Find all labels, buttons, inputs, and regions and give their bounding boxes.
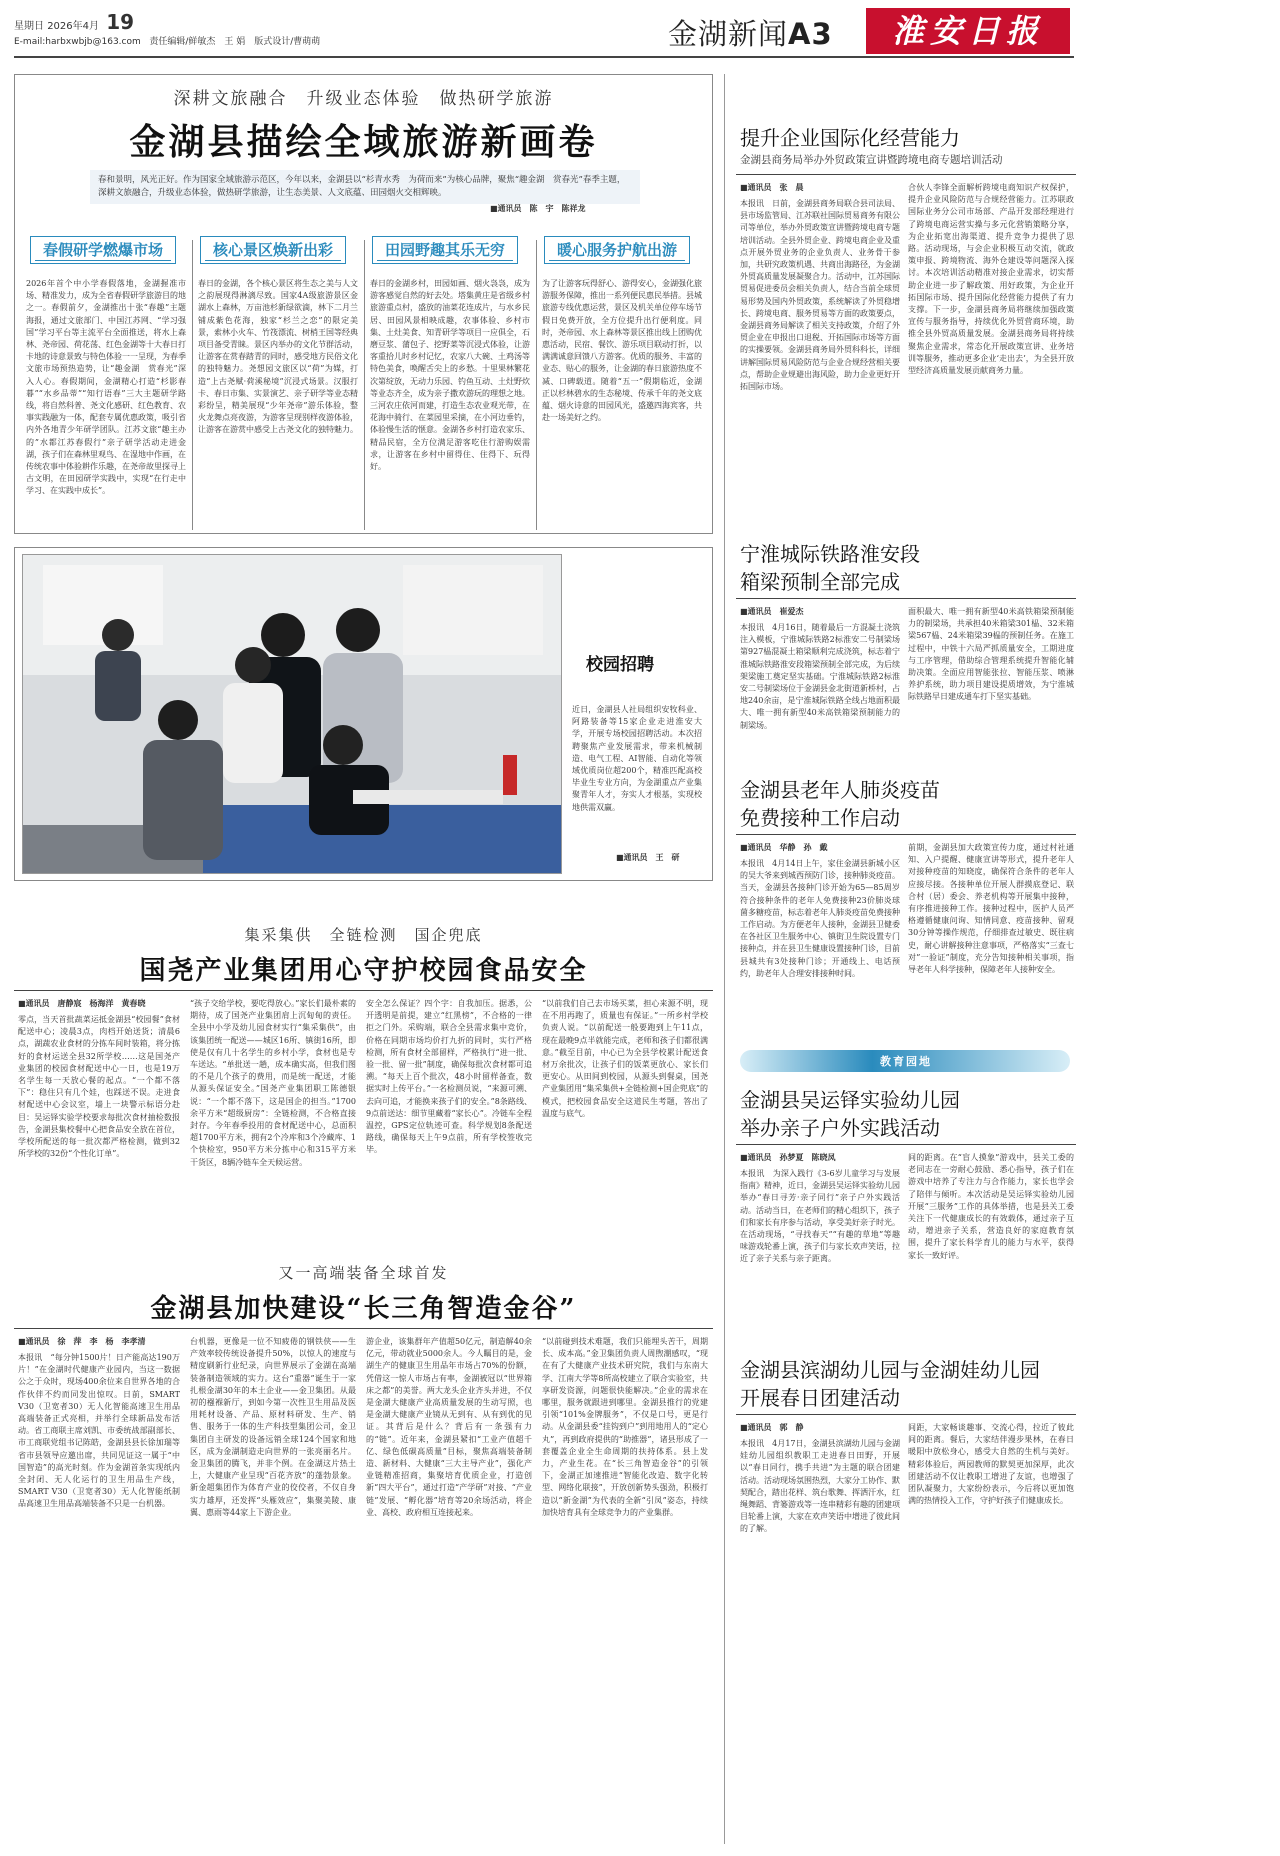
tag-core-scenic: 核心景区焕新出彩: [200, 236, 346, 264]
binhu-title-line-1: 金湖县滨湖幼儿园与金湖娃幼儿园: [740, 1358, 1040, 1382]
goldvalley-column-3: 游企业，该集群年产值超50亿元，制造解40余亿元，带动就业5000余人。今人瞩目的是，金湖生产的健康卫生用品年市场占70%的份额，凭借这一惊人市场占有率，金湖被冠以“世界箱床之都”的美誉。两大龙头企业齐头并进，不仅是金湖大健康产业高质量发展的生动写照，也是金湖大健康产业镜从无到有、从有到优的见证。其背后是什么？背后有一条强有力的“链”。近年来，金湖县紧扣“工业产值超千亿、绿色低碳高质量”目标，聚焦高端装备制造、新材料、大健康“三大主导产业”，强化产业链精准招商，集聚培育优质企业，打造创新“四大平台”，通过打造“产学研”对接、“产业链”发展、“孵化器”培育等20余场活动，将企业、高校、政府相互连接起来。: [366, 1337, 532, 1517]
feature-column-4: 为了让游客玩得舒心、游得安心，金湖强化旅游服务保障，推出一系列便民惠民举措。县城旅游专线优惠运营，景区及机关单位停车场节假日免费开放，全方位提升出行便利度。同时，尧帝园、水上森林等景区推出线上团购优惠活动，民宿、餐饮、游乐项目联动打折，以满满诚意回馈八方游客。优质的服务、丰富的业态、贴心的服务，让金湖的春日旅游热度不减、口碑载道。随着“五一”假期临近，金湖正以杉林碧水的生态秘境、传承千年的尧文底蕴、烟火诗意的田园风光，盛邀四海宾客，共赴一场美好之约。: [542, 279, 702, 423]
section-rule: [736, 598, 1076, 599]
header-date: [14, 10, 134, 34]
feature-column-3: 春日的金湖乡村，田园如画、烟火袅袅，成为游客感觉自然的好去处。塔集黄庄是省级乡村旅游重点村，盛放的油菜花连成片，与水乡民居、田园风景相映成趣，农事体验、乡村市集、土灶美食、知青研学等项目一应俱全，石磨豆浆、蒲包子、挖野菜等沉浸式体验，让游客重拾儿时乡村记忆，农家八大碗、土鸡汤等特色美食，唤醒舌尖上的乡愁。十里果林繁花次第绽放，无动力乐园、钓鱼互动、土灶野炊等业态齐全，成为亲子撒欢游玩的理想之地。三河农庄依河而建，打造生态农业观光带，在花海中骑行、在菜园里采摘，在小河边垂钓，体验慢生活的惬意。金湖各乡村打造农家乐、精品民宿，全方位满足游客吃住行游购娱需求，让游客在乡村中留得住、住得下、玩得好。: [370, 279, 530, 472]
photo-byline: ■通讯员 王 研: [616, 852, 680, 862]
feature-title: 金湖县描绘全域旅游新画卷: [129, 121, 598, 163]
school-food-byline: ■通讯员 唐静宸 杨海洋 黄春晓: [18, 998, 146, 1008]
campus-recruitment-photo: [22, 554, 562, 874]
section-rule: [736, 834, 1076, 835]
wuyunduo-byline: ■通讯员 孙梦夏 陈晓凤: [740, 1152, 836, 1162]
feature-byline: ■通讯员 陈 宇 陈祥龙: [490, 203, 586, 213]
feature-subtitle: 深耕文旅融合 升级业态体验 做热研学旅游: [173, 89, 554, 109]
header-date-text: 2026年4月: [47, 21, 99, 32]
vaccine-byline: ■通讯员 华静 孙 戴: [740, 842, 828, 852]
tag-service: 暖心服务护航出游: [544, 236, 690, 264]
tag-spring-study: 春假研学燃爆市场: [30, 236, 176, 264]
goldvalley-subtitle: 又一高端装备全球首发: [278, 1264, 449, 1282]
section-page: A3: [788, 17, 833, 51]
rail-title-line-2: 箱梁预制全部完成: [740, 570, 900, 594]
education-section-banner: [740, 1050, 1070, 1072]
wuyunduo-title-line-2: 举办亲子户外实践活动: [740, 1116, 940, 1140]
binhu-byline: ■通讯员 郭 静: [740, 1422, 804, 1432]
section-rule: [736, 1144, 1076, 1145]
binhu-title-line-2: 开展春日团建活动: [740, 1386, 900, 1410]
rail-column-2: 面积最大、唯一拥有新型40米高铁箱梁预制能力的制梁场，共承担40米箱梁301榀、32米箱梁567榀、24米箱梁39榀的预制任务。在施工过程中，中铁十六局严抓质量安全，工期进度与工序管理，借助综合管理系统提升智能化辅助决策。全面应用智能张拉、智能压浆、喷淋养护系统，助力项目建设提质增效，为宁淮城际铁路早日建成通车打下坚实基础。: [908, 607, 1074, 702]
school-food-subtitle: 集采集供 全链检测 国企兜底: [244, 926, 483, 944]
photo-caption: 近日，金湖县人社局组织安牧科业、阿路装备等15家企业走进淮安大学，开展专场校园招聘活动。本次招聘聚焦产业发展需求，带来机械制造、电气工程、AI智能、自动化等领域优质岗位超200个，精准匹配高校毕业生专业方向，为金湖重点产业集聚青年人才，夯实人才根基，实现校地供需双赢。: [572, 705, 702, 812]
goldvalley-byline: ■通讯员 徐 萍 李 杨 李孝清: [18, 1336, 146, 1346]
header-email: E-mail:harbxwbjb@163.com: [14, 37, 141, 47]
column-divider: [192, 240, 193, 530]
page-number: 19: [106, 10, 135, 34]
vaccine-title-line-2: 免费接种工作启动: [740, 806, 900, 830]
header-email-line: [14, 34, 320, 47]
header-day: 星期日: [14, 21, 44, 32]
vaccine-column-2: 前期，金湖县加大政策宣传力度，通过村社通知、入户提醒、健康宣讲等形式，提升老年人对接种疫苗的知晓度，确保符合条件的老年人应接尽接。各接种单位开展人群摸底登记、联合村（居）委会、养老机构等开展集中接种，有序推进接种工作。接种过程中，医护人员严格遵循健康问询、知情同意、疫苗接种、留观30分钟等操作规范，仔细排查过敏史、既往病史，耐心讲解接种注意事项，严格落实“三查七对”一验证”制度，充分告知接种相关事项，指导老年人科学接种，保障老年人接种安全。: [908, 843, 1074, 975]
section-title: [668, 12, 833, 53]
feature-column-2: 春日的金湖，各个核心景区将生态之美与人文之韵展现得淋漓尽致。国家4A级旅游景区金湖水上森林，万亩池杉新绿欲滴，林下二月兰铺成紫色花海，独家“杉兰之恋”的限定美景，索林小火车、竹筏漂流、树梢王国等经典项目备受青睐。景区内举办的文化节群活动，让游客在赏春踏青的同时，感受地方民俗文化的独特魅力。尧想园文旅区以“荷”为媒，打造“上古尧赋·荷溪秘境”沉浸式场景。汉服打卡、春日市集、实景演艺、亲子研学等业态精彩纷呈，精美展现“少年尧帝”游乐体验，整火龙舞点亮夜游，为游客呈现别样夜游体验，让游客在游赏中感受上古尧文化的独特魅力。: [198, 279, 358, 435]
intl-column-1: 本报讯 日前，金湖县商务局联合县司法局、县市场监管局、江苏联社国际贸易商务有限公司等单位，举办外贸政策宣讲暨跨境电商专题培训活动。全县外贸企业、跨境电商企业及重点开展外贸业务的企业负责人、业务骨干参加，共研究政策机遇、共商出海路径，为金湖外贸高质量发展凝聚合力。活动中，江苏国际贸易促进委员会相关负责人，结合当前全球贸易形势及国内外贸政策，系统解读了外贸稳增长、跨境电商、服务贸易等方面的政策要点，金湖县商务局解读了相关支持政策，介绍了外贸企业在申报出口退税、开拓国际市场等方面的实操要领。金湖县商务局外贸科科长，详细讲解国际贸易风险防范与企业合规经营相关要点，帮助企业规避出海风险，助力企业更好开拓国际市场。: [740, 199, 900, 392]
masthead-logo: 淮安日报: [866, 8, 1070, 54]
section-rule: [736, 1414, 1076, 1415]
feature-column-1: 2026年首个中小学春假落地，金湖握准市场、精准发力，成为全省春假研学旅游目的地之一。春假前夕，金湖推出十张“春趣”主题海报，通过文旅部门、中国江苏网、“学习强国”学习平台等主流平台全面推送，将水上森林、尧帝园、荷花荡、红色金湖等十大春日打卡地的诗意景致与特色体验一一呈现，为春季文旅市场预热造势，让“趣金湖 赏春光”深入人心。春假期间，金湖精心打造“杉影春暮”“水乡品蒂”“知行语春”三大主题研学路线，将自然科普、尧文化感研、红色教育、农事实践融为一体，配套专属优惠政策，吸引省内外各地青少年研学团队。江苏文旅“趣主办的”水都江苏春假行”亲子研学活动走进金湖，孩子们在森林里观鸟、在湿地中作画，在传统农事中体验耕作乐趣，在尧帝故里探寻上古文明，在田园研学实践中，实现“在行走中学习、在实践中成长”。: [26, 279, 186, 496]
photo-side-title: 校园招聘: [586, 655, 654, 675]
vaccine-column-1: 本报讯 4月14日上午，家住金湖县新城小区的吴大爷来到城西预防门诊，接种肺炎疫苗。当天，金湖县各接种门诊开始为65—85周岁符合接种条件的老年人免费接种23价肺炎球菌多糖疫苗，标志着老年人肺炎疫苗免费接种工作启动。为方便老年人接种，金湖县卫健委在各社区卫生服务中心、镇街卫生院设置专门接种点，并在县卫生健康设置接种门诊，目前县城共有3处接种门诊；开通线上、电话预约，助老年人合理安排接种时间。: [740, 859, 900, 978]
header-editors: 责任编辑/鲜敏杰 王 娟 版式设计/曹萌萌: [149, 37, 321, 47]
section-rule: [14, 1328, 713, 1329]
goldvalley-column-1: 本报讯 “每分钟1500片！日产能高达190万片！”在金湖时代健康产业园内，当这一数据公之于众时，现场400余位来自世界各地的合作伙伴不约而同发出惊叹。日前，SMART V30（卫宽者30）无人化智能高速卫生用品高端装备正式亮相，并举行全球新品发布活动。省工商联主席刘凯、市委统战部副部长、市工商联党组书记陈皓，金湖县县长徐加瑞等省市县领导应邀出席，共同见证这一属于“中国智造”的高光时刻。作为金湖首条实现纸内全封闭、无人化运行的卫生用品生产线，SMART V30（卫宽者30）无人化智能纸制品高速卫生用品高端装备不只是一台机器。: [18, 1353, 180, 1509]
rail-column-1: 本报讯 4月16日，随着最后一方混凝土浇筑注入模板，宁淮城际铁路2标淮安二号制梁场第927榀混凝土箱梁顺利完成浇筑，标志着宁淮城际铁路淮安段箱梁预制全部完成，为后续架梁施工奠定坚实基础。宁淮城际铁路2标淮安二号制梁场位于金湖县金北街道新桥村，占地240余亩，是宁淮城际铁路全线占地面积最大、唯一拥有新型40米高铁箱梁预制能力的制梁场。: [740, 623, 900, 730]
education-banner-label: 教育园地: [880, 1055, 932, 1068]
goldvalley-column-4: “以前碰到技术难题，我们只能埋头苦干，周期长、成本高。”金卫集团负责人周煦潮感叹，“现在有了大健康产业技术研究院，我们与东南大学、江南大学等8所高校建立了联合实验室，共享研发资源，问题很快能解决。”企业的需求在哪里，服务就跟进到哪里。金湖县推行的党建引领“101%金牌服务”，不仅是口号，更是行动。从金湖县委“挂钩到户”到用地用人的“定心丸”，再到政府提供的“助推器”，诸县形成了一套覆盖企业全生命周期的扶持体系。县上发力，产业生花。在“长三角智造金谷”的引领下，金湖正加速推进“智能化改造、数字化转型、网络化联接”，开放创新势头强劲，积极打造以“新金湖”为代表的全新“引凤”姿态，持续加快培育具有全球竞争力的产业集群。: [542, 1337, 708, 1517]
intl-title: 提升企业国际化经营能力: [740, 126, 960, 150]
wuyunduo-column-1: 本报讯 为深入践行《3-6岁儿童学习与发展指南》精神，近日，金湖县吴运铎实验幼儿园举办“春日寻芳·亲子同行”亲子户外实践活动。活动当日，在老师们的精心组织下，孩子们和家长有序参与活动，享受美好亲子时光。在活动现场，“寻找春天”“有趣的草地”等趣味游戏轮番上演，孩子们与家长欢声笑语，拉近了亲子关系与亲子距离。: [740, 1169, 900, 1264]
goldvalley-column-2: 台机器，更像是一位不知疲倦的钢铁侠——生产效率较传统设备提升50%，以惊人的速度与精度刷新行业纪录，向世界展示了金湖在高端装备制造领域的实力。这台“重器”诞生于一家扎根金湖30年的本土企业——金卫集团。从最初的襁褓新厅，到如今第一次性卫生用品及医用耗材设备、产品、原材料研发、生产、销售、服务于一体的生产科技型集团公司，金卫集团自主研发的设备远销全球124个国家和地区，成为金湖制造走向世界的一张亮丽名片。金卫集团的腾飞，并非个例。在金湖这片热土上，大健康产业呈现“百花齐放”的蓬勃景象。新金超集团作为体育产业的佼佼者，不仅自身实力雄厚，还发挥“头雁效应”，集聚美陵、康翼、惠雨等44家上下游企业。: [190, 1337, 356, 1517]
section-rule: [736, 174, 1076, 175]
rail-byline: ■通讯员 崔爱杰: [740, 606, 804, 616]
school-food-column-3: 安全怎么保证？四个字：自我加压。据悉，公开透明是前提，建立“红黑榜”，不合格的一律拒之门外。采购端，联合全县需求集中竞价，价格在同期市场均价打九折的同时，实行严格检测，所有食材全部留样，严格执行“进一批、验一批、留一批”制度，确保每批次食材都可追溯。“每天上百个批次，48小时留样备查，数据实时上传平台。”一名检测员说，“来源可溯、去向可追，才能换来孩子们的安全。”8条路线、9点前送达：细节里藏着“家长心”。冷链车全程温控，GPS定位轨迹可查。科学规划8条配送路线，确保每天上午9点前，所有学校签收完毕。: [366, 999, 532, 1155]
column-divider: [536, 240, 537, 530]
section-rule: [14, 990, 713, 991]
rail-title-line-1: 宁淮城际铁路淮安段: [740, 542, 920, 566]
school-food-column-1: 零点，当天首批蔬菜运抵金湖县“校园餐”食材配送中心；凌晨3点，肉档开始送货；清晨6点，湖蔬农业食材的分拣车间时装箱，将分拣好的食材运送全县32所学校……这是国尧产业集团的校园食材配送中心一日，也是19万名学生每一天放心餐的起点。“一个都不落下”：稳住只有几个娃，也踩送不误。走进食材配送中心会议室，墙上一块警示标语分赴目：吴运铎实验学校要求每批次食材抽检数报告，金湖县集校餐中心把食品安全放在首位，学校所配送的每一批次都严格检测，做到32所学校的32份“个性化订单”。: [18, 1015, 180, 1159]
section-name: 金湖新闻: [668, 17, 789, 51]
vaccine-title-line-1: 金湖县老年人肺炎疫苗: [740, 778, 940, 802]
school-food-column-2: “孩子交给学校，要吃得放心。”家长们最朴素的期待，成了国尧产业集团肩上沉甸甸的责任。全县中小学及幼儿园食材实行“集采集供”，由该集团统一配送——城区16所、镇街16所，即使是仅有几十名学生的乡村小学，食材也是专车送达。“单批送一趟，成本确实高，但我们图的不是几个孩子的费用，而是统一配送，才能从源头保证安全。”国尧产业集团职工陈德银说：“一个都不落下，这是国企的担当。”1700余平方米“超级厨房”：全链检测，不合格直接封存。今年春季投用的食材配送中心，总面积超1700平方米，拥有2个冷库和3个冷藏库、1个快检室，950平方米分拣中心和315平方米干货区，8辆冷链车全天候运营。: [190, 999, 356, 1167]
header-rule: [14, 56, 1074, 58]
school-food-title: 国尧产业集团用心守护校园食品安全: [139, 956, 588, 986]
goldvalley-title: 金湖县加快建设“长三角智造金谷”: [150, 1294, 577, 1324]
wuyunduo-title-line-1: 金湖县吴运铎实验幼儿园: [740, 1088, 960, 1112]
page-column-divider: [724, 74, 725, 1844]
intl-byline: ■通讯员 张 晨: [740, 182, 804, 192]
intl-column-2: 合伙人李锋全面解析跨境电商知识产权保护，提升企业风险防范与合规经营能力。江苏联政国际业务分公司市场部、产品开发部经理进行了跨境电商运营实操与多元化营销策略分享，为企业拓宽出海渠道、提升竞争力提供了思路。活动现场，与会企业积极互动交流，就政策申报、跨境物流、海外仓建设等问题深入探讨。本次培训活动精准对接企业需求，切实帮助企业进一步了解政策、用好政策，为企业开拓国际市场、提升国际化经营能力提供了有力支撑。下一步，金湖县商务局将继续加强政策宣传与服务指导，持续优化外贸营商环境，助推全县外贸高质量发展。金湖县商务局将持续聚焦企业需求，常态化开展政策宣讲、业务培训等服务，推动更多企业‘走出去’，为全县开放型经济高质量发展贡献商务力量。: [908, 183, 1074, 376]
wuyunduo-column-2: 间的距离。在“盲人摸象”游戏中，县关工委的老同志在一旁耐心鼓励、悉心指导，孩子们在游戏中培养了专注力与合作能力，家长也学会了陪伴与倾听。本次活动是吴运铎实验幼儿园开展“三服务”工作的具体举措，也是县关工委关注下一代健康成长的有效载体，通过亲子互动，增进亲子关系，营造良好的家庭教育氛围，提升了家长科学育儿的能力与水平，获得家长一致好评。: [908, 1153, 1074, 1260]
binhu-column-1: 本报讯 4月17日，金湖县滨湖幼儿园与金湖娃幼儿园组织教职工走进春日田野，开展以“春日同行，携手共进”为主题的联合团建活动。活动现场氛围热烈，大家分工协作、默契配合，踏出花样、筑台歌舞、挥洒汗水，红绳舞蹈、背篓游戏等一连串精彩有趣的团建项目轮番上演，大家在欢声笑语中增进了彼此间的了解。: [740, 1439, 900, 1534]
binhu-column-2: 间距，大家畅谈趣事、交流心得，拉近了彼此间的距离。餐后，大家结伴漫步果林，在春日暖阳中放松身心，感受大自然的生机与美好。精彩体验后，两园教师的默契更加深厚，此次团建活动不仅让教职工增进了友谊，也增强了团队凝聚力，大家纷纷表示，今后将以更加饱满的热情投入工作，守护好孩子们健康成长。: [908, 1423, 1074, 1506]
school-food-column-4: “以前我们自己去市场买菜，担心来源不明，现在不用再跑了，质量也有保证。”一所乡村学校负责人说。“以前配送一般要跑到上午11点，现在最晚9点半就能完成，老师和孩子们都很满意。”截至目前，中心已为全县学校累计配送食材万余批次，让孩子们的饭菜更放心、家长们更安心。从田间到校园，从源头到餐桌，国尧产业集团用“集采集供+全链检测+国企兜底”的模式，把校园食品安全这道民生考题，答出了温度与底气。: [542, 999, 708, 1118]
intl-subtitle: 金湖县商务局举办外贸政策宣讲暨跨境电商专题培训活动: [740, 154, 1003, 166]
column-divider: [364, 240, 365, 530]
feature-lead: 春和景明，风光正好。作为国家全域旅游示范区，今年以来，金湖县以“杉青水秀 为荷而来”为核心品牌，聚焦“趣金湖 赏春光”春季主题，深耕文旅融合，升级业态体验，做热研学旅游，让生态美景、人文底蕴、田园烟火交相辉映。: [90, 170, 640, 204]
tag-countryside: 田园野趣其乐无穷: [372, 236, 518, 264]
photo-illustration: [23, 555, 562, 874]
